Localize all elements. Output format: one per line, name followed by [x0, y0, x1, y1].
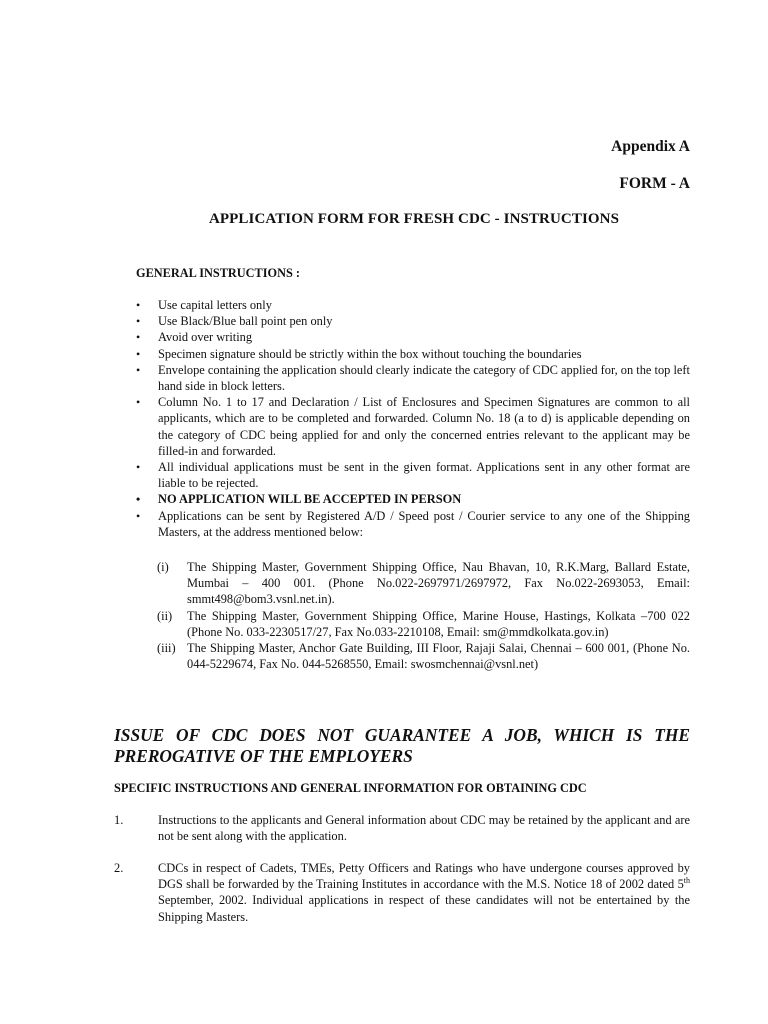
paragraph-text: CDCs in respect of Cadets, TMEs, Petty Officers and Ratings who have undergone courses approved by DGS shall be forwarded by the Training Institutes in accordance with the M.S. Notice 18 of 2002 dated 5th September, 2002. Individual applications in respect of these candidates will not be entertained by the Shipping Masters. — [158, 861, 690, 924]
bullet-icon: • — [136, 395, 141, 410]
page-title: APPLICATION FORM FOR FRESH CDC - INSTRUCTIONS — [208, 211, 620, 227]
paragraph-number: 2. — [114, 861, 124, 875]
list-item: • Column No. 1 to 17 and Declaration / List of Enclosures and Specimen Signatures are common to all applicants, which are to be completed and forwarded. Column No. 18 (a to d) is applicable depending on the category of CDC being applied for and only the concerned entries relevant to the applicant may be filled-in and forwarded. — [136, 395, 690, 458]
job-guarantee-warning: ISSUE OF CDC DOES NOT GUARANTEE A JOB, WHICH IS THE PREROGATIVE OF THE EMPLOYERS — [114, 725, 690, 766]
bullet-icon: • — [136, 330, 141, 345]
list-item: • Applications can be sent by Registered A/D / Speed post / Courier service to any one of the Shipping Masters, at the address mentioned below: — [136, 508, 690, 539]
list-item: • All individual applications must be sent in the given format. Applications sent in any other format are liable to be rejected. — [136, 460, 690, 491]
list-item: • Specimen signature should be strictly within the box without touching the boundaries — [136, 346, 582, 361]
instruction-paragraph-1 — [114, 812, 690, 844]
list-item: • Envelope containing the application should clearly indicate the category of CDC applied for, on the top left hand side in block letters. — [136, 362, 690, 394]
shipping-master-addresses — [157, 559, 690, 672]
bullet-icon: • — [136, 362, 141, 377]
bullet-icon: • — [136, 508, 141, 523]
list-item: • NO APPLICATION WILL BE ACCEPTED IN PERSON — [136, 492, 462, 507]
list-item: • Use capital letters only — [136, 298, 272, 312]
form-label: FORM - A — [619, 175, 690, 192]
general-instructions-list — [136, 297, 690, 540]
address-item: (iii) The Shipping Master, Anchor Gate Building, III Floor, Rajaji Salai, Chennai – 600 001, (Phone No. 044-5229674, Fax No. 044-5268550, Email: swosmchennai@vsnl.net) — [157, 641, 690, 672]
list-item: • Avoid over writing — [136, 330, 253, 345]
list-item: • Use Black/Blue ball point pen only — [136, 314, 333, 329]
bullet-icon: • — [136, 492, 141, 507]
general-instructions-heading: GENERAL INSTRUCTIONS : — [136, 266, 300, 280]
bullet-icon: • — [136, 346, 141, 361]
bullet-icon: • — [136, 314, 141, 329]
address-item: (i) The Shipping Master, Government Shipping Office, Nau Bhavan, 10, R.K.Marg, Ballard Estate, Mumbai – 400 001. (Phone No.022-2697971/2697972, Fax No.022-2693053, Email: smmt498@bom3.vsnl.net.in). — [157, 560, 690, 607]
paragraph-number: 1. — [114, 813, 124, 827]
specific-instructions-heading: SPECIFIC INSTRUCTIONS AND GENERAL INFORMATION FOR OBTAINING CDC — [114, 781, 587, 795]
instruction-paragraph-2 — [114, 860, 690, 925]
bullet-icon: • — [136, 298, 141, 312]
address-item: (ii) The Shipping Master, Government Shipping Office, Marine House, Hastings, Kolkata –700 022 (Phone No. 033-2230517/27, Fax No.033-2210108, Email: sm@mmdkolkata.gov.in) — [157, 608, 690, 639]
paragraph-text: Instructions to the applicants and General information about CDC may be retained by the applicant and are not be sent along with the application. — [158, 813, 690, 844]
appendix-label: Appendix A — [611, 138, 690, 155]
bullet-icon: • — [136, 460, 141, 475]
